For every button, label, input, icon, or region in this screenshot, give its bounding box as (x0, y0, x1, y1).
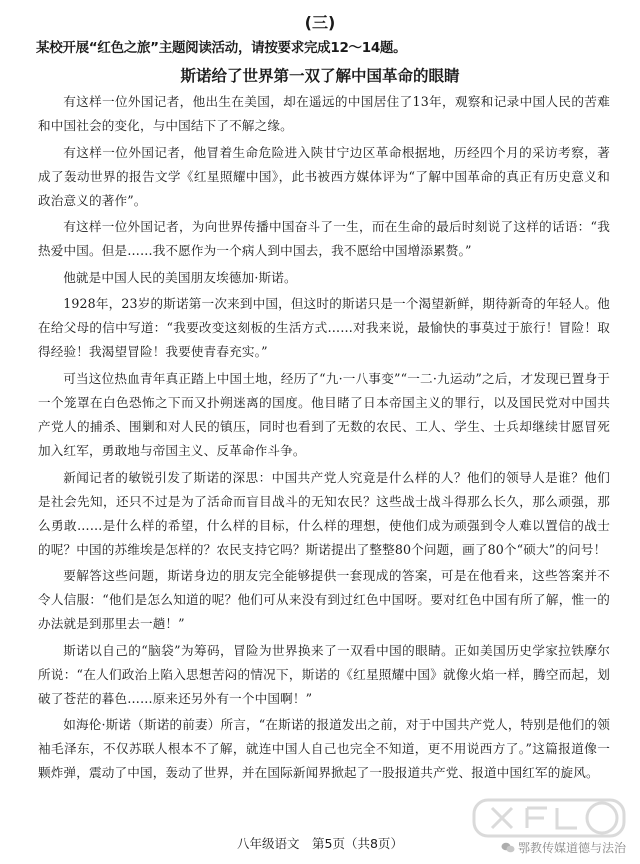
paragraph: 有这样一位外国记者，为向世界传播中国奋斗了一生，而在生命的最后时刻说了这样的话语：“我热爱中国。但是……我不愿作为一个病人到中国去，我不愿给中国增添累赘。” (38, 219, 610, 259)
paragraph: 新闻记者的敏锐引发了斯诺的深思：中国共产党人究竟是什么样的人？他们的领导人是谁？他们是社会先知，还只不过是为了活命而盲目战斗的无知农民？这些战士战斗得那么长久，那么顽强，那么勇敢……是什么样的希望，什么样的目标，什么样的理想，使他们成为顽强到令人难以置信的战士的呢？中国的苏维埃是怎样的？农民支持它吗？斯诺提出了整整80个问题，画了80个“硕大”的问号！ (38, 469, 610, 557)
paragraph: 有这样一位外国记者，他冒着生命危险进入陕甘宁边区革命根据地，历经四个月的采访考察，著成了轰动世界的报告文学《红星照耀中国》，此书被西方媒体评为“了解中国革命的真正有历史意义和政治意义的著作”。 (38, 144, 610, 208)
paragraph: 要解答这些问题，斯诺身边的朋友完全能够提供一套现成的答案，可是在他看来，这些答案并不令人信服：“他们是怎么知道的呢？他们可从来没有到过红色中国呀。要对红色中国有所了解，惟一的办法就是到那里去一趟！” (38, 568, 610, 632)
article-body (38, 90, 610, 788)
page-footer: 八年级语文 第5页（共8页） (237, 836, 403, 851)
paragraph: 如海伦·斯诺（斯诺的前妻）所言，“在斯诺的报道发出之前，对于中国共产党人，特别是他们的领袖毛泽东，不仅苏联人根本不了解，就连中国人自己也完全不知道，更不用说西方了。”这篇报道像一颗炸弹，震动了中国，轰动了世界，并在国际新闻界掀起了一股报道共产党、报道中国红军的旋风。 (38, 717, 610, 781)
paragraph: 有这样一位外国记者，他出生在美国，却在遥远的中国居住了13年，观察和记录中国人民的苦难和中国社会的变化，与中国结下了不解之缘。 (38, 94, 610, 133)
section-number: (三) (304, 13, 336, 32)
paragraph: 他就是中国人民的美国朋友埃德加·斯诺。 (63, 269, 297, 285)
paragraph: 斯诺以自己的“脑袋”为筹码，冒险为世界换来了一双看中国的眼睛。正如美国历史学家拉铁摩尔所说：“在人们政治上陷入思想苦闷的情况下，斯诺的《红星照耀中国》就像火焰一样，腾空而起，划破了苍茫的暮色……原来还另外有一个中国啊！” (38, 642, 610, 706)
task-instruction: 某校开展“红色之旅”主题阅读活动，请按要求完成12～14题。 (36, 40, 407, 56)
watermark-text: 鄂教传媒道德与法治 (517, 841, 626, 855)
paragraph: 可当这位热血青年真正踏上中国土地，经历了“九·一八事变”“一二·九运动”之后，才发现已置身于一个笼罩在白色恐怖之下而又扑朔迷离的国度。他目睹了日本帝国主义的罪行，以及国民党对中国共产党人的捕杀、围剿和对人民的镇压，同时也看到了无数的农民、工人、学生、士兵却继续甘愿冒死加入红军，勇敢地与帝国主义、反革命作斗争。 (38, 370, 610, 458)
article-title: 斯诺给了世界第一双了解中国革命的眼睛 (180, 67, 460, 85)
paragraph: 1928年，23岁的斯诺第一次来到中国，但这时的斯诺只是一个渴望新鲜，期待新奇的年轻人。他在给父母的信中写道：“我要改变这刻板的生活方式……对我来说，最愉快的事莫过于旅行！冒险！取得经验！我渴望冒险！我要使青春充实。” (38, 296, 610, 360)
